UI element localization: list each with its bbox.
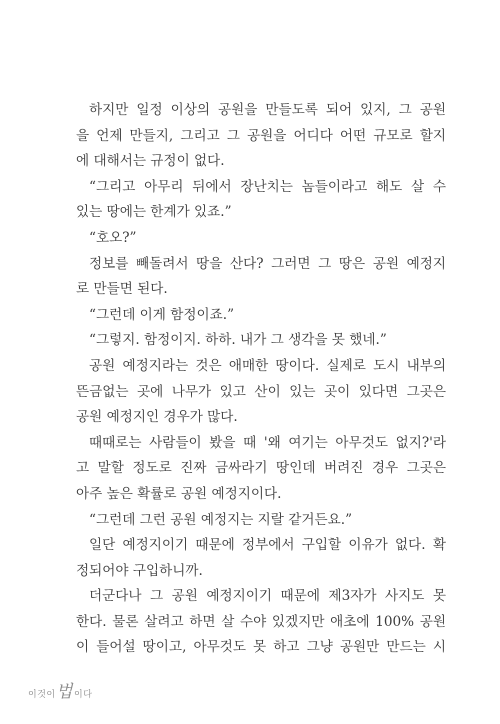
text-line: “그리고 아무리 뒤에서 장난치는 놈들이라고 해도 살 수	[89, 178, 446, 195]
text-line: “그런데 그런 공원 예정지는 지랄 같거든요.”	[89, 511, 353, 528]
text-line: 을 언제 만들지, 그리고 그 공원을 어디다 어떤 규모로 할지	[76, 127, 446, 144]
text-line: 때때로는 사람들이 봤을 때 '왜 여기는 아무것도 없지?'라	[89, 434, 446, 451]
text-line: 공원 예정지인 경우가 많다.	[76, 409, 238, 426]
body-text	[76, 98, 446, 661]
text-line: 아주 높은 확률로 공원 예정지이다.	[76, 485, 282, 502]
text-line: “그런데 이게 함정이죠.”	[89, 306, 235, 323]
text-line: 이 들어설 땅이고, 아무것도 못 하고 그냥 공원만 만드는 시	[76, 639, 446, 656]
footer-logo-prefix: 이것이	[28, 690, 56, 700]
text-line: “호오?”	[89, 229, 137, 246]
footer-logo-main: 법	[56, 682, 73, 702]
text-line: 일단 예정지이기 때문에 정부에서 구입할 이유가 없다. 확	[89, 537, 446, 554]
text-line: 있는 땅에는 한계가 있죠.”	[76, 204, 232, 221]
text-line: 하지만 일정 이상의 공원을 만들도록 되어 있지, 그 공원	[89, 102, 446, 118]
text-line: “그렇지. 함정이지. 하하. 내가 그 생각을 못 했네.”	[89, 332, 387, 349]
text-line: 에 대해서는 규정이 없다.	[76, 153, 225, 170]
footer-logo-suffix: 이다	[74, 690, 93, 700]
text-line: 정되어야 구입하니까.	[76, 562, 203, 579]
text-line: 고 말할 정도로 진짜 금싸라기 땅인데 버려진 경우 그곳은	[76, 460, 446, 477]
text-line: 뜬금없는 곳에 나무가 있고 산이 있는 곳이 있다면 그곳은	[76, 383, 446, 400]
text-line: 로 만들면 된다.	[76, 281, 168, 298]
text-line: 더군다나 그 공원 예정지이기 때문에 제3자가 사지도 못	[89, 588, 446, 605]
footer-logo	[28, 673, 108, 707]
text-line: 정보를 빼돌려서 땅을 산다? 그러면 그 땅은 공원 예정지	[89, 255, 446, 272]
text-line: 공원 예정지라는 것은 애매한 땅이다. 실제로 도시 내부의	[89, 357, 446, 374]
text-line: 한다. 물론 살려고 하면 살 수야 있겠지만 애초에 100% 공원	[76, 613, 446, 630]
